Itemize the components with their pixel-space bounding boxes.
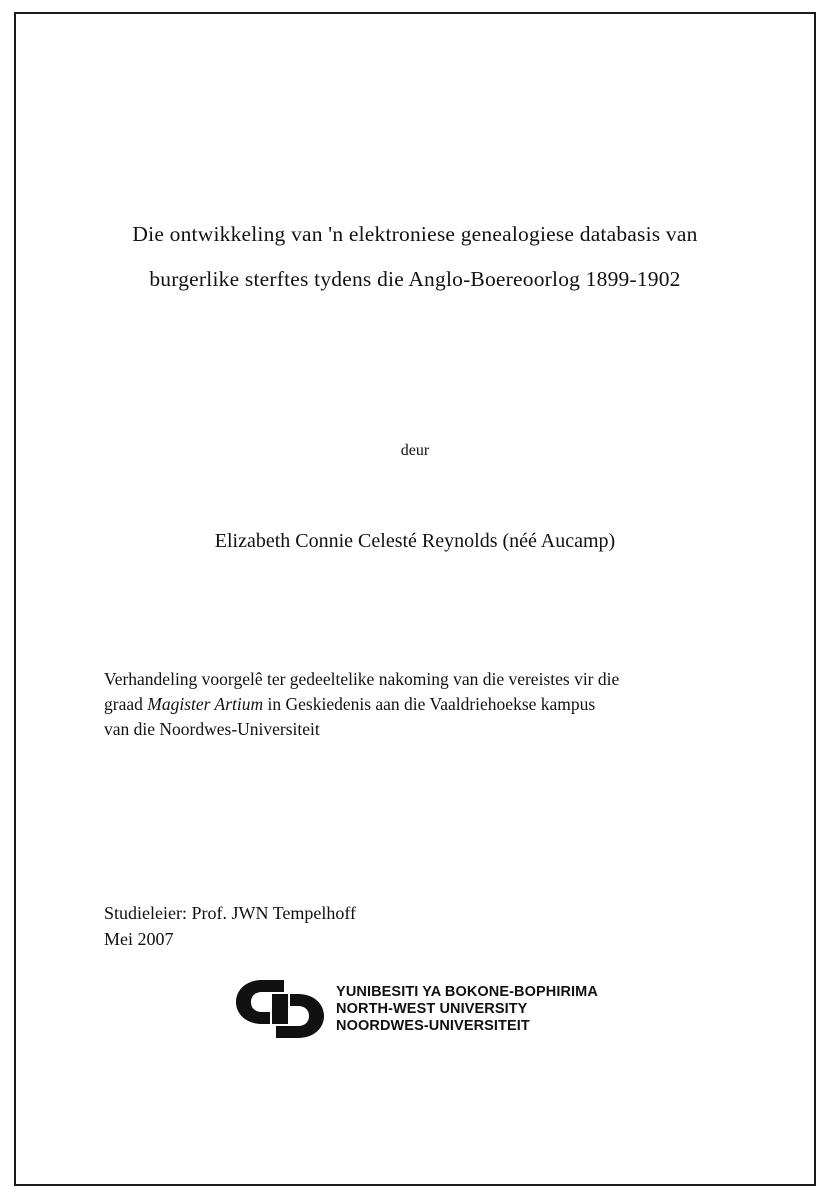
degree-statement (104, 667, 722, 742)
date-line: Mei 2007 (104, 929, 174, 949)
logo-text-line-1: YUNIBESITI YA BOKONE-BOPHIRIMA (336, 983, 598, 1000)
author-name: Elizabeth Connie Celesté Reynolds (néé Aucamp) (214, 530, 616, 552)
page-title (100, 212, 730, 302)
title-line-2: burgerlike sterftes tydens die Anglo-Boereoorlog 1899-1902 (149, 267, 681, 291)
title-line-1: Die ontwikkeling van 'n elektroniese genealogiese databasis van (132, 222, 698, 246)
university-logo-text (336, 984, 598, 1035)
logo-text-line-2: NORTH-WEST UNIVERSITY (336, 1000, 528, 1017)
degree-statement-line-2-pre: graad (104, 694, 148, 714)
degree-statement-line-3: van die Noordwes-Universiteit (104, 719, 320, 739)
degree-statement-line-2-post: in Geskiedenis aan die Vaaldriehoekse kampus (263, 694, 596, 714)
university-logo (100, 974, 730, 1044)
degree-statement-line-1: Verhandeling voorgelê ter gedeeltelike nakoming van die vereistes vir die (104, 669, 620, 689)
supervisor-line: Studieleier: Prof. JWN Tempelhoff (104, 903, 357, 923)
byline-label: deur (400, 442, 430, 459)
supervisor-block (104, 900, 724, 952)
title-page-content (100, 12, 730, 1186)
north-west-university-logo-icon (232, 974, 328, 1044)
degree-name-italic: Magister Artium (147, 694, 264, 714)
degree-statement-line-2 (104, 692, 722, 717)
logo-text-line-3: NOORDWES-UNIVERSITEIT (336, 1017, 530, 1034)
